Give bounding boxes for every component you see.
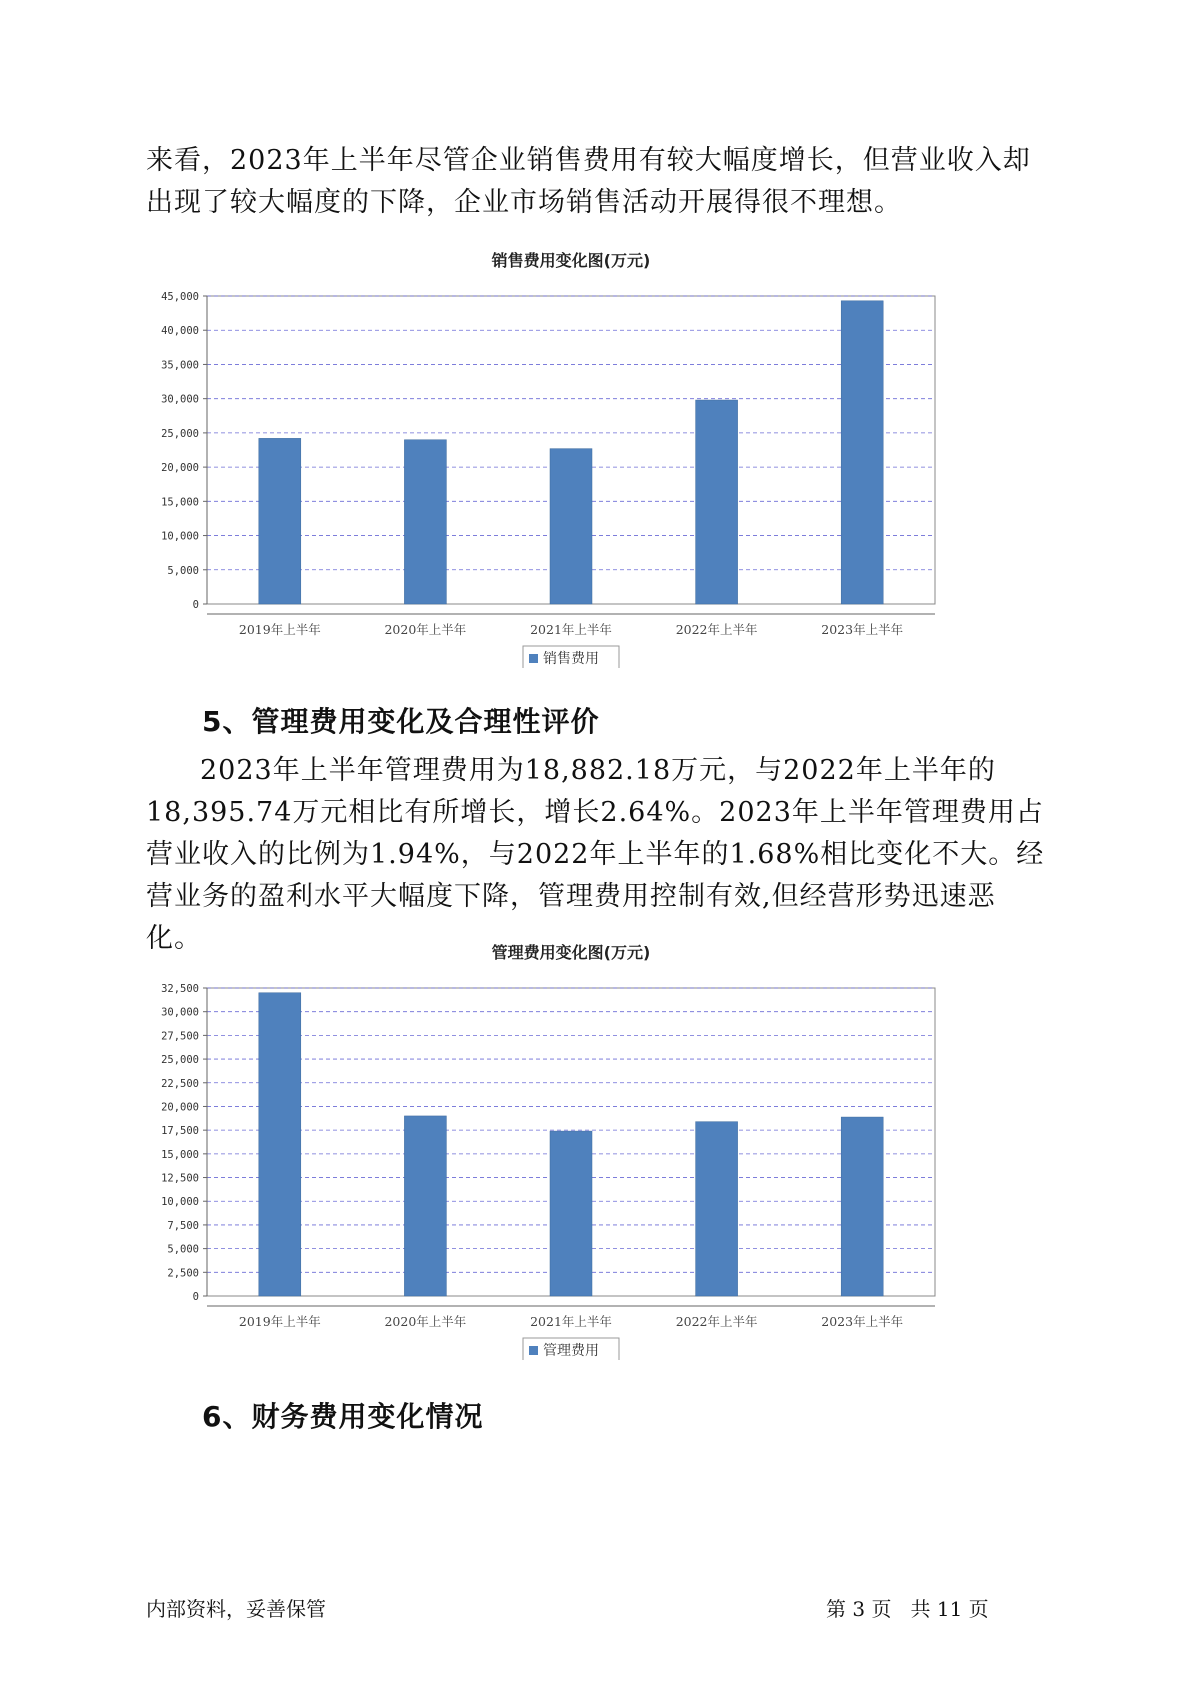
x-tick-label: 2021年上半年 bbox=[530, 622, 612, 637]
bar bbox=[259, 993, 301, 1296]
chart-title: 管理费用变化图(万元) bbox=[491, 943, 651, 962]
sales-expense-chart bbox=[140, 248, 1040, 668]
bar bbox=[550, 449, 592, 604]
bar bbox=[841, 301, 883, 604]
footer-page-number: 第 3 页 共 11 页 bbox=[826, 1597, 989, 1621]
y-tick-label: 12,500 bbox=[161, 1172, 199, 1185]
y-tick-label: 35,000 bbox=[161, 359, 199, 372]
bar bbox=[696, 400, 738, 604]
legend-swatch bbox=[529, 654, 538, 663]
y-tick-label: 15,000 bbox=[161, 496, 199, 509]
legend bbox=[523, 1338, 619, 1360]
y-tick-label: 7,500 bbox=[167, 1219, 199, 1232]
x-tick-label: 2019年上半年 bbox=[238, 622, 321, 637]
y-tick-label: 0 bbox=[192, 599, 199, 611]
bar bbox=[259, 438, 301, 604]
y-tick-label: 17,500 bbox=[161, 1125, 199, 1138]
y-tick-label: 30,000 bbox=[161, 393, 199, 406]
y-tick-label: 20,000 bbox=[161, 1101, 199, 1114]
legend bbox=[523, 646, 619, 668]
bar bbox=[696, 1122, 738, 1296]
x-tick-label: 2023年上半年 bbox=[821, 1314, 904, 1329]
x-tick-label: 2020年上半年 bbox=[384, 622, 467, 637]
admin-expense-chart bbox=[140, 940, 1040, 1360]
y-tick-label: 5,000 bbox=[167, 1243, 199, 1256]
section-5-heading: 5、管理费用变化及合理性评价 bbox=[202, 705, 600, 738]
y-tick-label: 10,000 bbox=[161, 530, 199, 543]
x-tick-label: 2022年上半年 bbox=[675, 1314, 758, 1329]
sales-expense-chart-svg bbox=[140, 248, 1040, 668]
y-tick-label: 45,000 bbox=[161, 291, 199, 303]
y-tick-label: 10,000 bbox=[161, 1196, 199, 1209]
y-tick-label: 25,000 bbox=[161, 1054, 199, 1067]
footer-confidential: 内部资料，妥善保管 bbox=[146, 1597, 326, 1621]
x-tick-label: 2022年上半年 bbox=[675, 622, 758, 637]
y-tick-label: 30,000 bbox=[161, 1006, 199, 1019]
section-6-heading: 6、财务费用变化情况 bbox=[202, 1400, 484, 1433]
y-tick-label: 15,000 bbox=[161, 1148, 199, 1161]
legend-label: 管理费用 bbox=[543, 1343, 599, 1359]
bar bbox=[404, 440, 446, 604]
legend-swatch bbox=[529, 1346, 538, 1355]
y-tick-label: 32,500 bbox=[161, 983, 199, 995]
admin-expense-chart-svg bbox=[140, 940, 1040, 1360]
y-tick-label: 22,500 bbox=[161, 1077, 199, 1090]
bar bbox=[404, 1116, 446, 1296]
x-tick-label: 2020年上半年 bbox=[384, 1314, 467, 1329]
y-tick-label: 40,000 bbox=[161, 325, 199, 338]
paragraph-sales-summary: 来看，2023年上半年尽管企业销售费用有较大幅度增长，但营业收入却出现了较大幅度的下降，企业市场销售活动开展得很不理想。 bbox=[146, 145, 1031, 218]
paragraph-admin-expense: 2023年上半年管理费用为18,882.18万元，与2022年上半年的18,395.74万元相比有所增长，增长2.64%。2023年上半年管理费用占营业收入的比例为1.94%，与2022年上半年的1.68%相比变化不大。经营业务的盈利水平大幅度下降，管理费用控制有效,但经营形势迅速恶化。 bbox=[146, 755, 1045, 954]
bar bbox=[550, 1131, 592, 1296]
x-tick-label: 2023年上半年 bbox=[821, 622, 904, 637]
y-tick-label: 2,500 bbox=[167, 1267, 199, 1280]
y-tick-label: 0 bbox=[192, 1291, 199, 1303]
chart-title: 销售费用变化图(万元) bbox=[491, 251, 651, 270]
x-tick-label: 2019年上半年 bbox=[238, 1314, 321, 1329]
y-tick-label: 25,000 bbox=[161, 427, 199, 440]
y-tick-label: 20,000 bbox=[161, 462, 199, 475]
y-tick-label: 5,000 bbox=[167, 564, 199, 577]
bar bbox=[841, 1117, 883, 1296]
legend-label: 销售费用 bbox=[543, 651, 599, 667]
y-tick-label: 27,500 bbox=[161, 1030, 199, 1043]
x-tick-label: 2021年上半年 bbox=[530, 1314, 612, 1329]
